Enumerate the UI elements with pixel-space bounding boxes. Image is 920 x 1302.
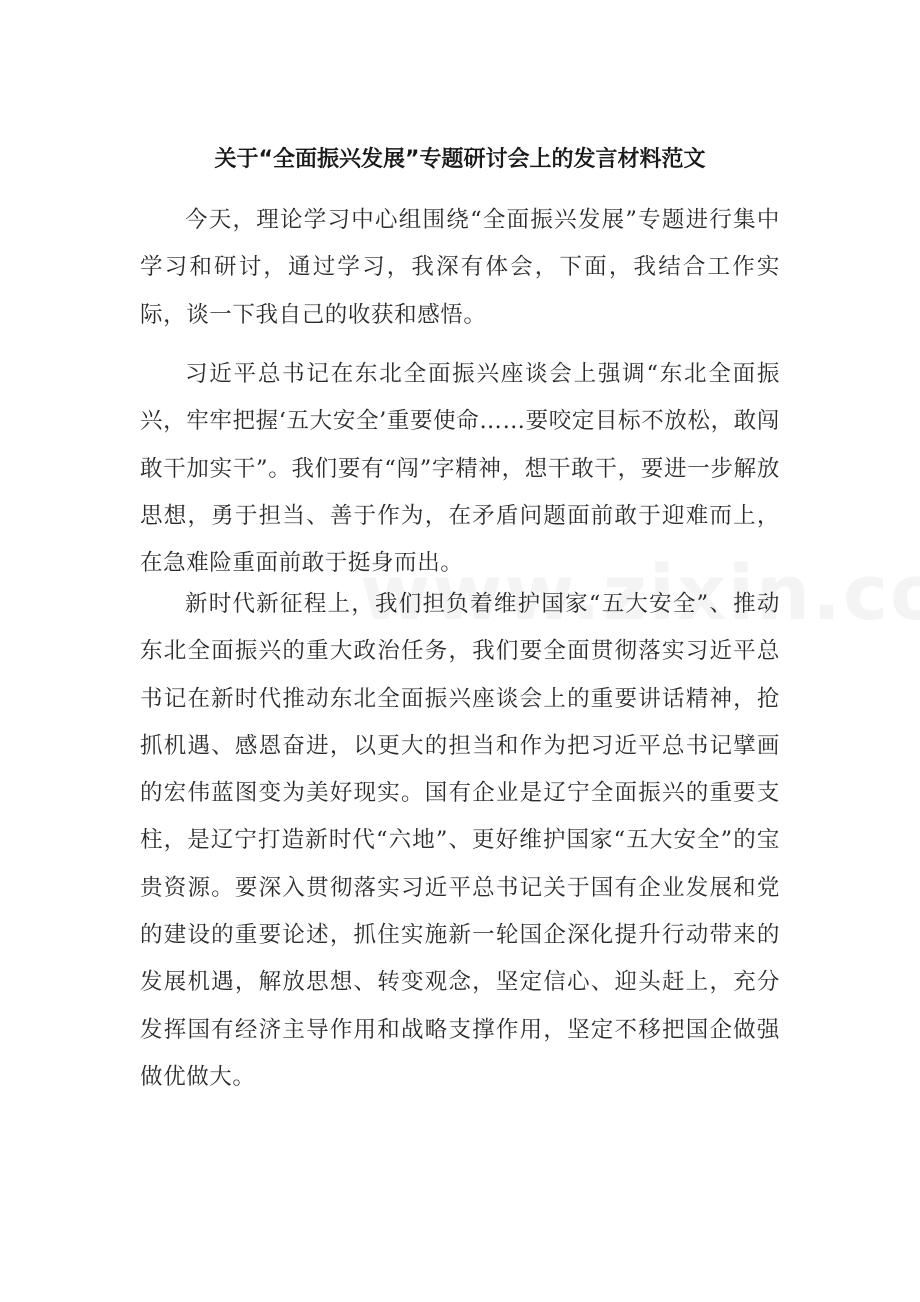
- paragraph-speech-quote: 习近平总书记在东北全面振兴座谈会上强调“东北全面振兴，牢牢把握‘五大安全’重要使命……要咬定目标不放松，敢闯敢干加实干”。我们要有“闯”字精神，想干敢干，要进一步解放思想，勇于担当、善于作为，在矛盾问题面前敢于迎难而上，在急难险重面前敢于挺身而出。: [140, 361, 780, 577]
- paragraph-intro: 今天，理论学习中心组围绕“全面振兴发展”专题进行集中学习和研讨，通过学习，我深有体会，下面，我结合工作实际，谈一下我自己的收获和感悟。: [140, 207, 780, 328]
- document-title: 关于“全面振兴发展”专题研讨会上的发言材料范文: [214, 147, 706, 172]
- paragraph-new-era-task: 新时代新征程上，我们担负着维护国家“五大安全”、推动东北全面振兴的重大政治任务，我们要全面贯彻落实习近平总书记在新时代推动东北全面振兴座谈会上的重要讲话精神，抢抓机遇、感恩奋进，以更大的担当和作为把习近平总书记擘画的宏伟蓝图变为美好现实。国有企业是辽宁全面振兴的重要支柱，是辽宁打造新时代“六地”、更好维护国家“五大安全”的宝贵资源。要深入贯彻落实习近平总书记关于国有企业发展和党的建设的重要论述，抓住实施新一轮国企深化提升行动带来的发展机遇，解放思想、转变观念，坚定信心、迎头赶上，充分发挥国有经济主导作用和战略支撑作用，坚定不移把国企做强做优做大。: [140, 591, 780, 1090]
